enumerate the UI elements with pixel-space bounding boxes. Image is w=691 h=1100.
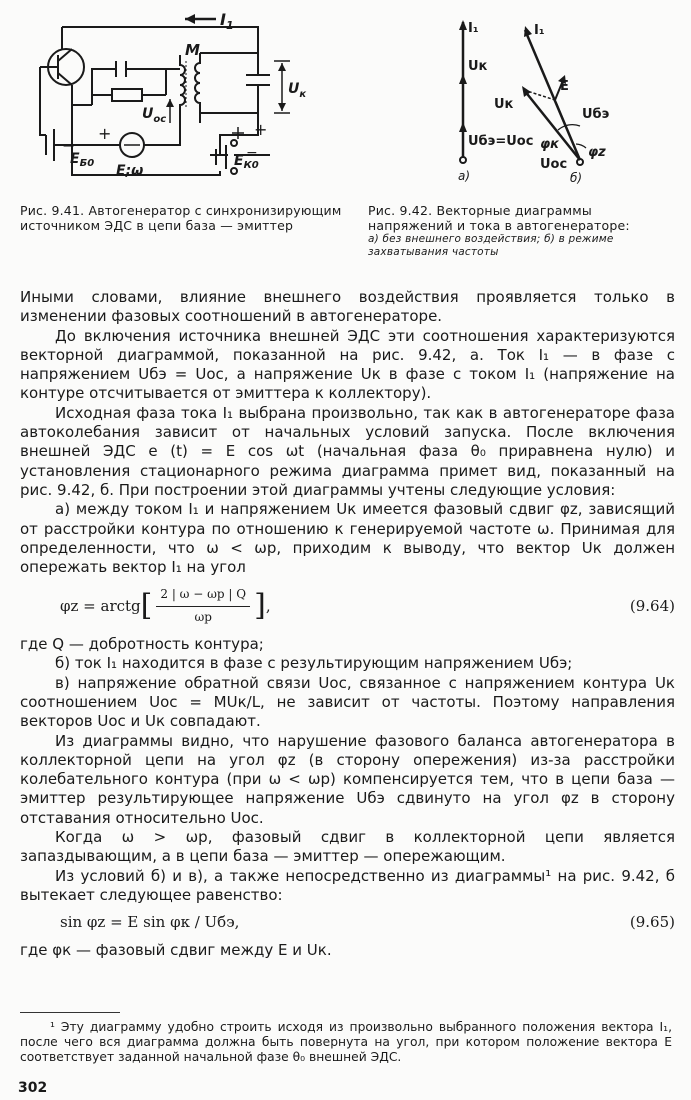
eb0-label: $E_{Б0}$ xyxy=(70,151,95,169)
equation-lhs: φz = arctg xyxy=(60,596,141,615)
paragraph: Когда ω > ωр, фазовый сдвиг в коллекторной цепи является запаздывающим, а в цепи база — эмиттер — опережающим. xyxy=(20,828,675,866)
footnote-divider xyxy=(20,1012,120,1013)
mutual-label: M xyxy=(185,41,200,59)
figure-9-41-caption: Рис. 9.41. Автогенератор с синхронизирующим источником ЭДС в цепи база — эмиттер xyxy=(20,203,342,233)
paragraph: б) ток I₁ находится в фазе с результирующим напряжением Uбэ; xyxy=(55,654,573,673)
figure-9-41-circuit xyxy=(20,5,350,190)
paragraph: Исходная фаза тока I₁ выбрана произвольно, так как в автогенераторе фаза автоколебания зависит от начальных условий запуска. После включения внешней ЭДС e (t) = E cos ωt (начальная фаза θ₀ приравнена нулю) и установления стационарного режима диаграмма примет вид, показанный на рис. 9.42, б. При построении этой диаграммы учтены следующие условия: xyxy=(20,403,675,499)
equation-tag: (9.65) xyxy=(629,913,675,932)
battery-eb0-icon xyxy=(46,129,54,161)
figure-9-42-caption-sub: а) без внешнего воздействия; б) в режиме захватывания частоты xyxy=(368,233,614,258)
i1a-label: I₁ xyxy=(468,21,479,36)
paragraph: где Q — добротность контура; xyxy=(20,635,264,654)
footnote: ¹ Эту диаграмму удобно строить исходя из произвольно выбранного положения вектора I₁, после чего вся диаграмма должна быть повернута на угол, при котором положение вектора E соответствует заданной начальной фазе θ₀ внешней ЭДС. xyxy=(20,1020,672,1064)
equation-denominator: ωр xyxy=(194,609,212,624)
figure-9-42-vectors xyxy=(430,12,680,187)
svg-text:+: + xyxy=(254,120,268,139)
equation-9-64: φz = arctg [ $\frac{2 | \omega - \omega р | Q}{\omega р}$ ] , (9.64) xyxy=(20,585,675,627)
equation-formula: sin φz = E sin φк / Uбэ, xyxy=(60,913,240,932)
paragraph: а) между током I₁ и напряжением Uк имеется фазовый сдвиг φz, зависящий от расстройки контура по отношению к генерируемой частоте ω. Принимая для определенности, что ω < ωр, приходим к выводу, что вектор Uк должен опережать вектор I₁ на угол xyxy=(20,500,675,577)
coil-secondary-icon xyxy=(195,53,200,123)
current-label: $I_1$ xyxy=(220,10,234,32)
diagram-a-label: а) xyxy=(458,169,471,183)
paragraph: где φк — фазовый сдвиг между E и Uк. xyxy=(20,940,332,959)
paragraph: Иными словами, влияние внешнего воздействия проявляется только в изменении фазовых соотношений в автогенераторе. xyxy=(20,288,675,326)
equation-numerator: 2 | ω − ωр | Q xyxy=(156,585,250,606)
equation-tag: (9.64) xyxy=(629,596,675,615)
uoc-label: $U_{ос}$ xyxy=(142,106,167,125)
diagram-b-label: б) xyxy=(570,171,583,185)
coil-primary-icon xyxy=(180,55,185,139)
plus-label: + xyxy=(98,124,112,143)
ek0-label: $E_{К0}$ xyxy=(234,153,259,171)
paragraph: Из условий б) и в), а также непосредственно из диаграммы¹ на рис. 9.42, б вытекает следующее равенство: xyxy=(20,866,675,904)
resistor-icon xyxy=(112,89,142,101)
i1b-label: I₁ xyxy=(534,23,545,38)
e-label: E xyxy=(560,79,569,94)
capacitor-icon xyxy=(116,61,126,77)
uka-label: Uк xyxy=(468,59,488,74)
page-number: 302 xyxy=(18,1080,48,1096)
phik-label: φк xyxy=(540,137,559,152)
paragraph: в) напряжение обратной связи Uос, связанное с напряжением контура Uк соотношением Uос = MUк/L, не зависит от частоты. Поэтому направления векторов Uос и Uк совпадают. xyxy=(20,673,675,731)
equation-9-65 xyxy=(20,913,675,932)
paragraph: Из диаграммы видно, что нарушение фазового баланса автогенератора в коллекторной цепи на угол φz (в сторону опережения) из-за расстройки колебательного контура (при ω < ωр) компенсируется тем, что в цепи база — эмиттер результирующее напряжение Uбэ сдвинуто на угол φz в сторону отставания относительно Uос. xyxy=(20,731,675,827)
ukb-label: Uк xyxy=(494,97,514,112)
figure-9-42-caption-main: Рис. 9.42. Векторные диаграммы напряжений и тока в автогенераторе: xyxy=(368,203,630,233)
body-text xyxy=(20,288,675,960)
ubea-label: Uбэ=Uос xyxy=(468,134,534,149)
tank-capacitor-icon xyxy=(246,53,270,113)
origin-a-icon xyxy=(460,157,466,163)
minus-label: − xyxy=(62,136,76,155)
svg-text:−: − xyxy=(246,145,258,161)
uk-label: $U_к$ xyxy=(288,81,307,100)
figure-9-42-caption xyxy=(368,203,678,259)
uocb-label: Uос xyxy=(540,157,568,172)
paragraph: До включения источника внешней ЭДС эти соотношения характеризуются векторной диаграммой, показанной на рис. 9.42, а. Ток I₁ — в фазе с напряжением Uбэ = Uос, а напряжение Uк в фазе с током I₁ (напряжение на контуре отсчитывается от эмиттера к коллектору). xyxy=(20,326,675,403)
ubeb-label: Uбэ xyxy=(582,107,610,122)
source-label: E;ω xyxy=(116,163,144,179)
phiz-label: φz xyxy=(588,145,606,160)
